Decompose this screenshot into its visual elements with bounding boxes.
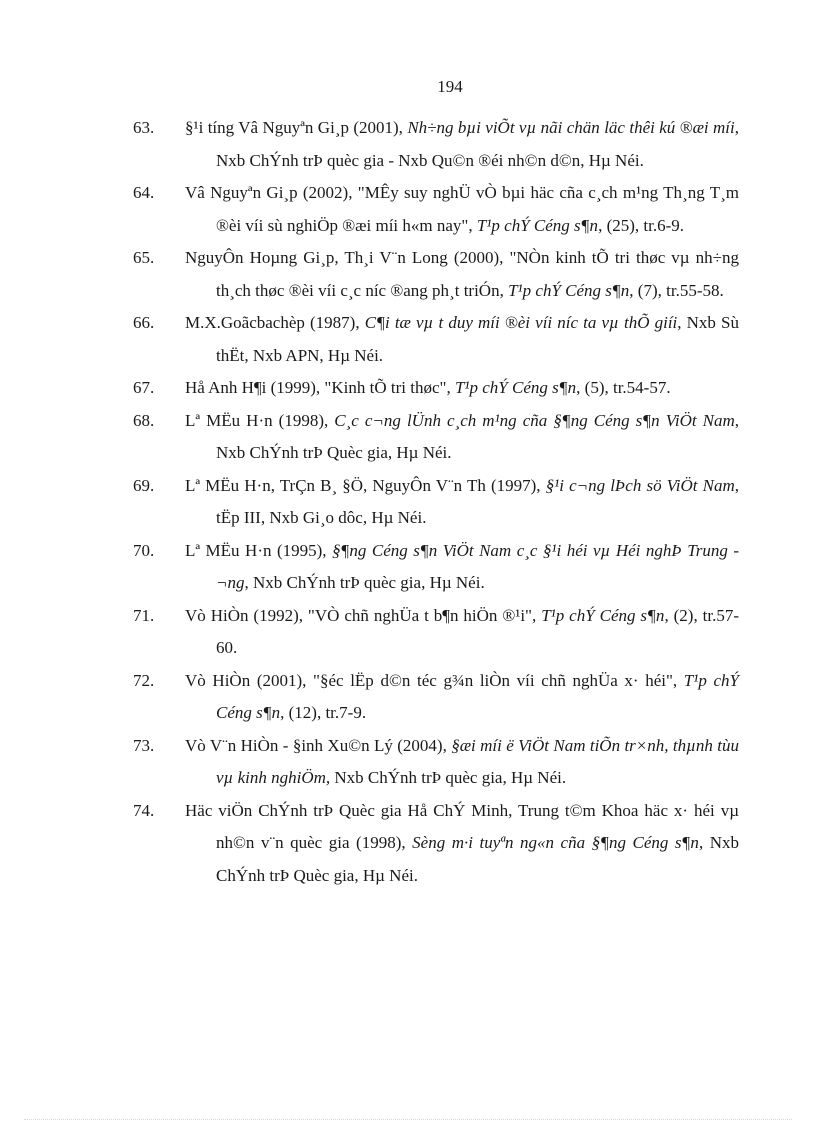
reference-publisher: , (12), tr.7-9. [280,703,367,722]
reference-authors: M.X.Goãcbachèp (1987), [185,313,365,332]
reference-authors: Lª MËu H·n (1998), [185,410,335,430]
reference-publisher: , (5), tr.54-57. [576,378,671,397]
reference-number: 67. [133,378,155,397]
reference-publisher: , (25), tr.6-9. [598,215,684,235]
reference-number: 68. [133,410,155,430]
reference-item [133,600,739,665]
reference-number: 72. [133,670,155,690]
reference-publisher: , (2), tr.57-60. [216,605,739,657]
reference-authors: Vâ Nguyªn Gi¸p (2002), "MÊy suy nghÜ vÒ bµi häc cña c¸ch m¹ng Th¸ng T¸m ®èi víi sù nghiÖp ®æi míi h«m nay", [185,183,739,235]
reference-authors: Häc viÖn ChÝnh trÞ Quèc gia Hå ChÝ Minh, Trung t©m Khoa häc x· héi vµ nh©n v¨n quèc gia (1998), [185,800,739,852]
reference-item [133,665,739,730]
reference-item [133,177,739,242]
reference-text [185,600,739,665]
reference-publisher: , Nxb ChÝnh trÞ Quèc gia, Hµ Néi. [216,410,739,462]
reference-authors: NguyÔn Hoµng Gi¸p, Th¸i V¨n Long (2000), "NÒn kinh tÕ tri thøc vµ nh÷ng th¸ch thøc ®èi víi c¸c níc ®ang ph¸t triÓn, [185,248,739,300]
reference-number: 70. [133,540,155,560]
reference-number: 73. [133,735,155,755]
reference-text [185,795,739,893]
reference-text [185,730,739,795]
reference-text [185,470,739,535]
reference-authors: Vò HiÒn (1992), "VÒ chñ nghÜa t b¶n hiÖn ®¹i", [185,605,542,625]
reference-item [133,307,739,372]
reference-number: 71. [133,605,155,625]
reference-publisher: Nxb ChÝnh trÞ quèc gia, Hµ Néi. [330,768,567,787]
reference-title: T¹p chÝ Céng s¶n [454,378,577,397]
reference-title: T¹p chÝ Céng s¶n [541,605,665,625]
reference-text [185,307,739,372]
reference-text [185,535,739,600]
reference-authors: Vò V¨n HiÒn - §inh Xu©n Lý (2004), [185,735,452,755]
reference-publisher: , Nxb Sù thËt, Nxb APN, Hµ Néi. [216,313,740,365]
reference-item [133,372,739,405]
reference-number: 69. [133,475,155,495]
reference-item [133,112,739,177]
reference-number: 66. [133,313,155,332]
reference-title: C¸c c¬ng lÜnh c¸ch m¹ng cña §¶ng Céng s¶n ViÖt Nam [334,410,735,430]
reference-publisher: , tËp III, Nxb Gi¸o dôc, Hµ Néi. [216,475,739,527]
reference-text [185,405,739,470]
reference-title: Sèng m·i tuyªn ng«n cña §¶ng Céng s¶n [412,833,699,852]
reference-item [133,405,739,470]
reference-text [185,372,739,405]
reference-item [133,535,739,600]
reference-title: §¶ng Céng s¶n ViÖt Nam c¸c §¹i héi vµ Héi nghÞ Trung ¬ng [216,540,739,592]
reference-item [133,730,739,795]
reference-title: C¶i tæ vµ t duy míi ®èi víi níc ta vµ thÕ giíi [364,313,678,332]
reference-text [185,665,739,730]
reference-title: Nh÷ng bµi viÕt vµ nãi chän läc thêi kú ®æi míi [407,118,735,137]
reference-number: 63. [133,118,155,137]
reference-title: T¹p chÝ Céng s¶n [476,215,599,235]
reference-title: §æi míi ë ViÖt Nam tiÕn tr×nh, thµnh tùu vµ kinh nghiÖm, [216,735,739,787]
page-bottom-divider [24,1119,792,1120]
reference-text [185,177,739,242]
reference-publisher: , Nxb ChÝnh trÞ quèc gia - Nxb Qu©n ®éi nh©n d©n, Hµ Néi. [216,118,740,170]
reference-publisher: , (7), tr.55-58. [629,280,724,300]
reference-number: 65. [133,248,155,267]
reference-authors: Hå Anh H¶i (1999), "Kinh tÕ tri thøc", [185,378,455,397]
reference-item [133,470,739,535]
reference-text [185,112,739,177]
reference-text [185,242,739,307]
page-number: 194 [437,77,463,96]
reference-list [133,112,739,892]
reference-publisher: , Nxb ChÝnh trÞ quèc gia, Hµ Néi. [244,573,485,592]
reference-publisher: , Nxb ChÝnh trÞ Quèc gia, Hµ Néi. [216,833,739,885]
reference-authors: Lª MËu H·n, TrÇn B¸ §Ö, NguyÔn V¨n Th (1997), [185,475,546,495]
reference-title: T¹p chÝ Céng s¶n [508,280,630,300]
reference-authors: §¹i tíng Vâ Nguyªn Gi¸p (2001), [185,118,408,137]
reference-item [133,795,739,893]
reference-title: §¹i c¬ng lÞch sö ViÖt Nam [545,475,735,495]
reference-authors: Lª MËu H·n (1995), [185,540,333,560]
reference-item [133,242,739,307]
reference-number: 74. [133,800,155,820]
reference-title: T¹p chÝ Céng s¶n [216,670,739,722]
reference-number: 64. [133,183,155,202]
reference-authors: Vò HiÒn (2001), "§éc lËp d©n téc g¾n liÒn víi chñ nghÜa x· héi", [185,670,684,690]
